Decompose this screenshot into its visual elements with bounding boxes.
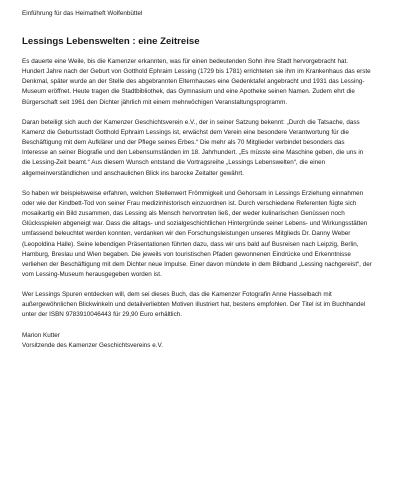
signature-name: Marion Kutter xyxy=(22,331,60,339)
document-title: Lessings Lebenswelten : eine Zeitreise xyxy=(22,36,200,47)
signature-block xyxy=(22,331,372,351)
paragraph-book: Wer Lessings Spuren entdecken will, dem sei dieses Buch, das die Kamenzer Fotografin Anne Hasselbach mit außergewöhnlichen Blickwinkeln und detailverliebten Motiven illustriert hat, bestens empfohlen. Der Titel ist im Buchhandel unter der ISBN 9783910046443 für 29,90 Euro erhältlich. xyxy=(22,291,366,319)
paragraph-association: Daran beteiligt sich auch der Kamenzer Geschichtsverein e.V., der in seiner Satzung bekennt: „Durch die Tatsache, dass Kamenz die Geburtsstadt Gotthold Ephraim Lessings ist, erwächst dem Verein eine besondere Verantwortung für die Beschäftigung mit dem Aufklärer und der Pflege seines Erbes.“ Die mehr als 70 Mitglieder verbindet besonders das Interesse an seiner Biografie und den Lebensumständen im 18. Jahrhundert. „Es müsste eine Maschine geben, die uns in die Lessing-Zeit beamt.“ Aus diesem Wunsch entstand die Vortragsreihe „Lessings Lebenswelten“, die einen allgemeinverständlichen und anschaulichen Blick ins barocke Zeitalter gewährt. xyxy=(22,118,364,177)
paragraph-lectures: So haben wir beispielsweise erfahren, welchen Stellenwert Frömmigkeit und Gehorsam in Lessings Erziehung einnahmen oder wie der Kindbett-Tod von seiner Frau medizinhistorisch einzuordnen ist. Durch verschiedene Referenten fügte sich mosaikartig ein Bild zusammen, das Lessing als Mensch hervortreten ließ, der weder kulinarischen Genüssen noch Glücksspielen abgeneigt war. Dass die alltags- und sozialgeschichtlichen Hintergründe seiner Lebens- und Wirkungsstätten umfassend beleuchtet werden konnten, verdanken wir den Forschungsleistungen unseres Mitglieds Dr. Danny Weber (Leopoldina Halle). Seine lebendigen Präsentationen führten dazu, dass wir uns bald auf Busreisen nach Leipzig, Berlin, Hamburg, Breslau und Wien begaben. Die jeweils von touristischen Pfaden gewonnenen Eindrücke und Erkenntnisse verliehen der Beschäftigung mit dem Dichter neue Impulse. Einer davon mündete in dem Bildband „Lessing nachgereist“, der vom Lessing-Museum herausgegeben worden ist. xyxy=(22,189,372,278)
signature-role: Vorsitzende des Kamenzer Geschichtsvereins e.V. xyxy=(22,341,163,349)
document-header: Einführung für das Heimatheft Wolfenbüttel xyxy=(22,10,143,17)
paragraph-intro: Es dauerte eine Weile, bis die Kamenzer erkannten, was für einen bedeutenden Sohn ihre Stadt hervorgebracht hat. Hundert Jahre nach der Geburt von Gotthold Ephraim Lessing (1729 bis 1781) errichteten sie ihm im Krankenhaus das erste Denkmal, später wurde an der Stelle des abgebrannten Elternhauses eine Gedenktafel angebracht und 1931 das Lessing-Museum eröffnet. Heute tragen die Stadtbibliothek, das Gymnasium und eine Apotheke seinen Namen. Zudem ehrt die Bürgerschaft seit 1961 den Dichter jährlich mit einem mehrwöchigen Veranstaltungsprogramm. xyxy=(22,58,371,106)
